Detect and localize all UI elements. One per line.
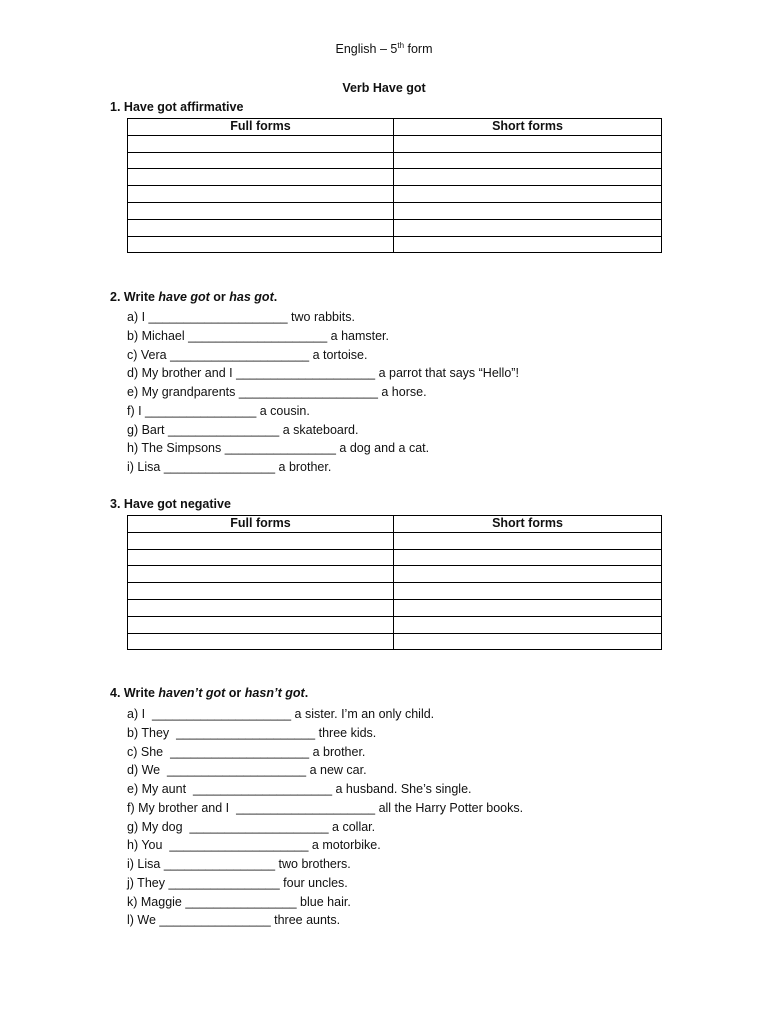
full-forms-header: Full forms [128,516,394,533]
full-forms-header: Full forms [128,119,394,136]
exercise-item: f) I ________________ a cousin. [127,403,310,418]
section1-number: 1. [110,100,121,114]
short-form-cell[interactable] [394,549,662,566]
exercise2-list [127,308,519,477]
table-header-row [128,516,662,533]
section2-number: 2. [110,290,121,304]
table-row [128,583,662,600]
full-form-cell[interactable] [128,152,394,169]
exercise-item: l) We ________________ three aunts. [127,913,341,928]
exercise-item: g) Bart ________________ a skateboard. [127,422,359,437]
exercise-item: d) We ____________________ a new car. [127,763,367,778]
section2-title [110,290,277,304]
full-form-cell[interactable] [128,583,394,600]
full-form-cell[interactable] [128,532,394,549]
short-form-cell[interactable] [394,169,662,186]
section4-title-italic2: hasn’t got [244,686,305,700]
page-title: Verb Have got [342,81,426,95]
exercise-item: f) My brother and I ____________________ all the Harry Potter books. [127,800,524,815]
section2-title-prefix: Write [123,290,159,304]
exercise-item: e) My grandparents ____________________ a horse. [127,385,427,399]
full-form-cell[interactable] [128,616,394,633]
section1-title [110,100,243,114]
full-form-cell[interactable] [128,599,394,616]
negative-forms-table [127,515,662,650]
exercise-item: e) My aunt ____________________ a husband. She’s single. [127,782,472,796]
section4-title-prefix: Write [123,686,159,700]
section4-number: 4. [110,686,121,700]
short-form-cell[interactable] [394,135,662,152]
full-form-cell[interactable] [128,566,394,583]
full-form-cell[interactable] [128,236,394,253]
table-row [128,549,662,566]
full-form-cell[interactable] [128,135,394,152]
section3-number: 3. [110,497,121,511]
exercise-item: h) You ____________________ a motorbike. [127,838,381,853]
table-row [128,599,662,616]
section1-title-text: Have got affirmative [123,100,244,114]
table-row [128,566,662,583]
table-row [128,152,662,169]
exercise-item: i) Lisa ________________ two brothers. [127,857,351,871]
affirmative-forms-table [127,118,662,253]
table-row [128,186,662,203]
table-row [128,202,662,219]
short-form-cell[interactable] [394,152,662,169]
full-form-cell[interactable] [128,633,394,650]
exercise-item: c) Vera ____________________ a tortoise. [127,347,368,362]
exercise-item: a) I ____________________ a sister. I’m an only child. [127,707,435,721]
section4-title-suffix: . [304,686,309,700]
exercise-item: i) Lisa ________________ a brother. [127,460,332,474]
section2-title-middle: or [209,290,230,304]
full-form-cell[interactable] [128,549,394,566]
exercise-item: b) They ____________________ three kids. [127,725,377,740]
short-form-cell[interactable] [394,202,662,219]
short-forms-header: Short forms [394,119,662,136]
course-label: English – 5 [335,42,398,56]
table-row [128,532,662,549]
short-form-cell[interactable] [394,186,662,203]
exercise-item: d) My brother and I ____________________ a parrot that says “Hello”! [127,366,519,381]
short-form-cell[interactable] [394,532,662,549]
short-form-cell[interactable] [394,566,662,583]
section4-title-middle: or [225,686,245,700]
section2-title-italic1: have got [158,290,210,304]
short-form-cell[interactable] [394,236,662,253]
short-form-cell[interactable] [394,219,662,236]
exercise-item: b) Michael ____________________ a hamster. [127,328,390,343]
exercise4-list [127,705,523,930]
full-form-cell[interactable] [128,202,394,219]
table-header-row [128,119,662,136]
course-suffix: form [404,42,433,56]
table-row [128,169,662,186]
table-row [128,135,662,152]
exercise-item: k) Maggie ________________ blue hair. [127,894,351,909]
exercise-item: a) I ____________________ two rabbits. [127,310,355,324]
section3-title [110,497,231,511]
course-header [0,42,768,56]
short-form-cell[interactable] [394,583,662,600]
table-row [128,633,662,650]
short-form-cell[interactable] [394,616,662,633]
section2-title-suffix: . [273,290,278,304]
table-row [128,236,662,253]
course-superscript: th [397,40,405,50]
short-forms-header: Short forms [394,516,662,533]
full-form-cell[interactable] [128,186,394,203]
section4-title-italic1: haven’t got [158,686,226,700]
exercise-item: h) The Simpsons ________________ a dog and a cat. [127,441,430,456]
section4-title [110,686,308,700]
table-row [128,219,662,236]
exercise-item: g) My dog ____________________ a collar. [127,819,376,834]
section3-title-text: Have got negative [123,497,231,511]
exercise-item: c) She ____________________ a brother. [127,744,366,759]
full-form-cell[interactable] [128,219,394,236]
section2-title-italic2: has got [229,290,274,304]
full-form-cell[interactable] [128,169,394,186]
table-row [128,616,662,633]
exercise-item: j) They ________________ four uncles. [127,875,348,890]
short-form-cell[interactable] [394,599,662,616]
short-form-cell[interactable] [394,633,662,650]
